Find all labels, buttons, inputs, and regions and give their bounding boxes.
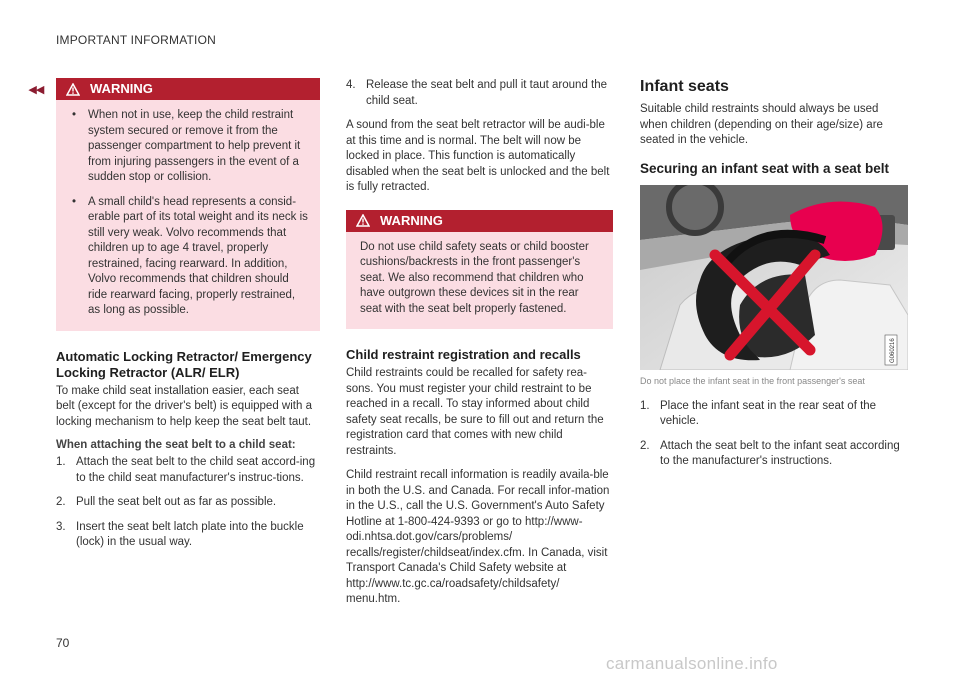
figure-caption: Do not place the infant seat in the front passenger's seat	[640, 375, 865, 386]
step-text: Pull the seat belt out as far as possible.	[76, 496, 277, 508]
step-number: 1.	[640, 399, 650, 412]
column-2	[346, 78, 613, 617]
step-number: 3.	[56, 520, 66, 533]
warning-title: WARNING	[380, 212, 443, 228]
warning-box-2	[346, 210, 613, 330]
recalls-para-1: Child restraints could be recalled for safety rea-sons. You must register your child restraint to be reached in a recall. To stay informed about child safety seat recalls, be sure to fill out and return the registration card that comes with new child restraints.	[346, 367, 604, 457]
step-item	[640, 399, 908, 430]
step-number: 4.	[346, 79, 356, 91]
warning-item: • A small child's head represents a consid-erable part of its total weight and its neck is still very weak. Volvo recommends that children up to age 4 travel, properly restrained, facing rearward. In addition, Volvo recommends that children should ride rearward facing, properly restrained, as long as possible.	[70, 195, 308, 319]
infant-seat-subtitle: Securing an infant seat with a seat belt	[640, 160, 890, 176]
subheading: When attaching the seat belt to a child seat:	[56, 439, 296, 451]
infant-seat-figure	[640, 185, 908, 370]
retractor-text: A sound from the seat belt retractor will be audi-ble at this time and is normal. The belt will now be locked in place. This function is automatically disabled when the seat belt is unlocked and the belt is fully retracted.	[346, 119, 610, 193]
back-arrows-icon[interactable]: ◂◂	[29, 81, 45, 98]
page-header: IMPORTANT INFORMATION	[56, 33, 216, 47]
section-text: To make child seat installation easier, each seat belt (except for the driver's belt) is equipped with a locking mechanism to help keep the seat belt taut.	[56, 384, 312, 428]
warning-triangle-icon	[66, 83, 80, 96]
recalls-para-2: Child restraint recall information is readily availa-ble in both the U.S. and Canada. For recall infor-mation in the U.S., call the U.S. Government's Auto Safety Hotline at 1-800-424-9393 or go to http://www-odi.nhtsa.dot.gov/cars/problems/ recalls/register/childseat/index.cfm. In Canada, visit Transport Canada's Child Safety website at http://www.tc.gc.ca/roadsafety/childsafety/ menu.htm.	[346, 469, 610, 605]
page-number: 70	[56, 636, 70, 650]
warning-text: Do not use child safety seats or child booster cushions/backrests in the front passenger's seat. We also recommend that children who have outgrown these devices sit in the rear seat with the seat belt properly fastened.	[360, 240, 589, 315]
column-3	[640, 78, 908, 479]
step-text: Attach the seat belt to the infant seat according to the manufacturer's instructions.	[660, 439, 900, 467]
warning-header	[346, 210, 613, 232]
step-number: 2.	[640, 439, 650, 452]
warning-header	[56, 78, 320, 100]
column-1	[56, 78, 320, 560]
step-item	[56, 520, 320, 551]
step-text: Release the seat belt and pull it taut around the child seat.	[366, 79, 608, 107]
warning-triangle-icon	[356, 214, 370, 227]
step-item	[56, 455, 320, 486]
step-number: 1.	[56, 456, 66, 468]
warning-title: WARNING	[90, 81, 153, 96]
section-title-recalls: Child restraint registration and recalls	[346, 347, 581, 362]
infant-seat-illustration	[640, 185, 908, 370]
figure-code: G060216	[890, 337, 896, 363]
step-item	[56, 495, 320, 511]
step-text: Insert the seat belt latch plate into the buckle (lock) in the usual way.	[76, 520, 304, 548]
infant-seats-intro: Suitable child restraints should always be used when children (depending on their age/size) are seated in the vehicle.	[640, 103, 883, 146]
step-number: 2.	[56, 496, 66, 508]
step-item	[640, 439, 908, 470]
step-item	[346, 78, 613, 109]
watermark-text: carmanualsonline.info	[606, 654, 778, 673]
section-title-alr-elr: Automatic Locking Retractor/ Emergency Locking Retractor (ALR/ ELR)	[56, 348, 312, 380]
step-text: Attach the seat belt to the child seat accord-ing to the child seat manufacturer's instruc-tions.	[76, 456, 316, 484]
infant-seats-title: Infant seats	[640, 78, 729, 95]
warning-box-1	[56, 78, 320, 331]
step-text: Place the infant seat in the rear seat of the vehicle.	[660, 399, 877, 427]
warning-item: • When not in use, keep the child restraint system secured or remove it from the passenger compartment to help prevent it from injuring passengers in the event of a sudden stop or collision.	[70, 108, 308, 186]
